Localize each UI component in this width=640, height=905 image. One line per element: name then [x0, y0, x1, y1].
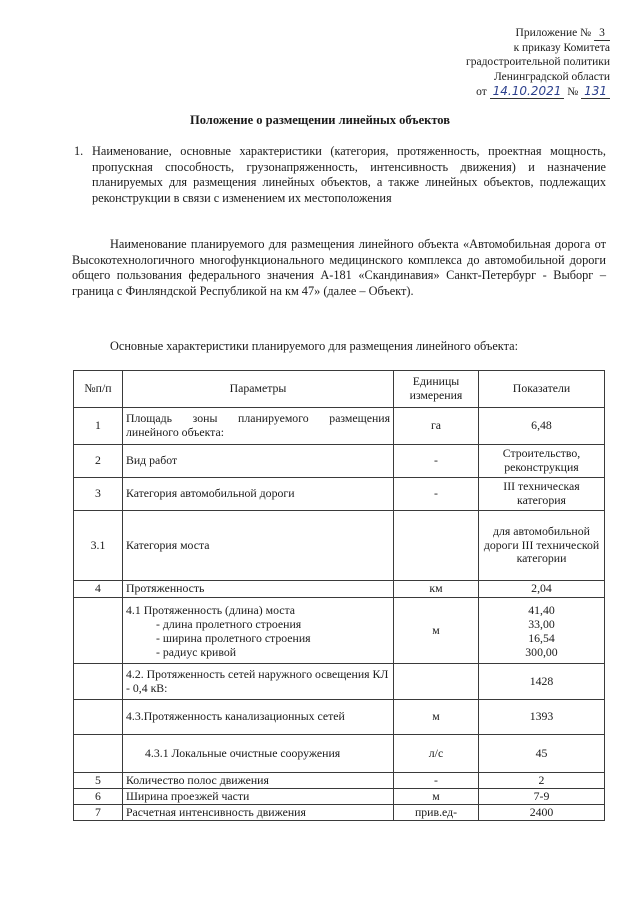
characteristics-intro: Основные характеристики планируемого для размещения линейного объекта: [110, 339, 518, 353]
table-row: 4.3.Протяженность канализационных сетей м 1393 [74, 700, 605, 735]
table-row: 4.1 Протяженность (длина) моста - длина пролетного строения - ширина пролетного строения - радиус кривой м 41,40 33,00 16,54 300,00 [74, 598, 605, 664]
annex-number: 3 [594, 26, 610, 41]
annex-line-1: Приложение № 3 [410, 26, 610, 41]
header-number: №п/п [74, 371, 123, 408]
table-header-row [74, 371, 605, 408]
section-1 [74, 144, 606, 206]
annex-line-2: к приказу Комитета [513, 42, 610, 55]
table-row: 4 Протяженность км 2,04 [74, 581, 605, 598]
table-row: 3.1 Категория моста для автомобильной дороги III технической категории [74, 511, 605, 581]
characteristics-table [73, 370, 605, 821]
header-values: Показатели [479, 371, 605, 408]
header-units: Единицы измерения [394, 371, 479, 408]
order-number: 131 [581, 84, 610, 99]
header-parameters: Параметры [123, 371, 394, 408]
order-date: 14.10.2021 [490, 84, 565, 99]
section-1-number: 1. [74, 144, 84, 158]
annex-line-3: градостроительной политики [466, 56, 610, 69]
document-title: Положение о размещении линейных объектов [190, 113, 450, 127]
table-row: 6 Ширина проезжей части м 7-9 [74, 789, 605, 805]
annex-header [410, 26, 610, 99]
table-row: 2 Вид работ - Строительство, реконструкция [74, 445, 605, 478]
table-row: 7 Расчетная интенсивность движения прив.ед- 2400 [74, 805, 605, 821]
table-row: 3 Категория автомобильной дороги - III техническая категория [74, 478, 605, 511]
table-row: 1 Площадь зоны планируемого размещения линейного объекта: га 6,48 [74, 408, 605, 445]
table-row: 4.2. Протяженность сетей наружного освещения КЛ - 0,4 кВ: 1428 [74, 664, 605, 700]
object-name-paragraph: Наименование планируемого для размещения линейного объекта «Автомобильная дорога от Высокотехнологичного многофункционального медицинского комплекса до автомобильной дороги общего пользования федерального значения А-181 «Скандинавия» Санкт-Петербург - Выборг – граница с Финляндской Республикой на км 47» (далее – Объект). [72, 237, 606, 298]
annex-line-4: Ленинградской области [493, 70, 610, 83]
annex-date-line: от 14.10.2021 № 131 [410, 84, 610, 99]
section-1-text: Наименование, основные характеристики (категория, протяженность, проектная мощность, пропускная способность, грузонапряженность, интенсивность движения) и назначение планируемых для размещения линейных объектов, а также линейных объектов, подлежащих реконструкции в связи с изменением их местоположения [92, 144, 606, 205]
table-row: 5 Количество полос движения - 2 [74, 773, 605, 789]
table-row: 4.3.1 Локальные очистные сооружения л/с 45 [74, 735, 605, 773]
